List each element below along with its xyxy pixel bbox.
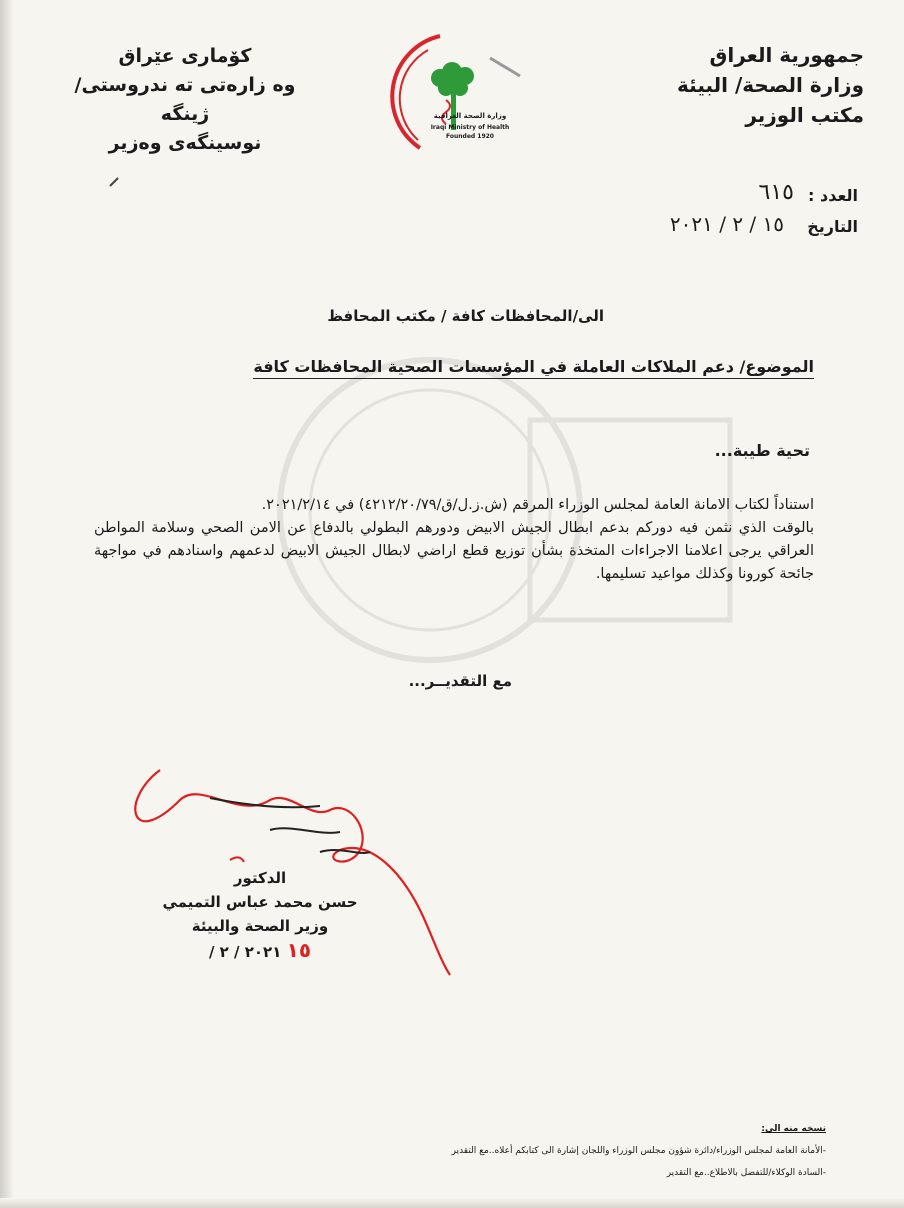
header-right-line: مكتب الوزير xyxy=(745,103,864,127)
signatory-name: حسن محمد عباس التميمي xyxy=(162,893,358,911)
ref-number-label: العدد : xyxy=(808,186,858,205)
greeting: تحية طيبة... xyxy=(714,441,810,460)
paper-edge-bottom xyxy=(0,1198,904,1208)
copies-title: نسخه منه الى: xyxy=(761,1124,826,1134)
date-label: التاريخ xyxy=(807,217,858,236)
header-right-line: وزارة الصحة/ البيئة xyxy=(677,73,864,97)
copies-list xyxy=(452,1118,826,1184)
body-paragraph: استناداً لكتاب الامانة العامة لمجلس الوزراء المرقم (ش.ز.ل/ق/٤٢١٢/٢٠/٧٩) في ٢٠٢١/٢/١٤. xyxy=(261,497,814,513)
closing-regards: مع التقديــر... xyxy=(408,672,512,690)
signatory-title: الدكتور xyxy=(233,869,287,887)
signature-date xyxy=(160,938,360,964)
date-value: ١٥ / ٢ / ٢٠٢١ xyxy=(669,212,784,236)
ref-number-value: ٦١٥ xyxy=(758,180,794,205)
header-left-line: وه زارەتى تە ندروستى/ ژینگه xyxy=(74,74,296,125)
header-left-line: كۆمارى عێراق xyxy=(118,45,252,67)
signature-date-day: ١٥ xyxy=(286,938,312,962)
signature-date-rest: ٢٠٢١ / ٢ / xyxy=(208,943,282,961)
ministry-logo-icon xyxy=(380,28,530,160)
copies-item: -السادة الوكلاء/للتفضل بالاطلاع..مع التقدير xyxy=(666,1168,826,1178)
header-left xyxy=(60,42,310,158)
logo-english-name: Iraqi Ministry of Health xyxy=(430,124,510,131)
signature-block xyxy=(160,866,360,964)
header-right xyxy=(677,40,864,130)
signatory-position: وزير الصحة والبيئة xyxy=(191,917,329,935)
copies-item: -الأمانة العامة لمجلس الوزراء/دائرة شؤون مجلس الوزراء واللجان إشارة الى كتابكم أعلاه..مع التقدير xyxy=(451,1146,826,1156)
scan-mark-icon xyxy=(108,176,120,188)
letter-body xyxy=(94,494,814,586)
header-right-line: جمهورية العراق xyxy=(709,43,864,67)
logo-founded: Founded 1920 xyxy=(446,133,494,140)
body-paragraph: بالوقت الذي نثمن فيه دوركم بدعم ابطال الجيش الابيض ودورهم البطولي بالدفاع عن الامن الصحي وسلامة المواطن العراقي يرجى اعلامنا الاجراءات المتخذة بشأن توزيع قطع اراضي لابطال الجيش الابيض لدعمهم واسنادهم في مواجهة جائحة كورونا وكذلك مواعيد تسليمها. xyxy=(94,520,814,582)
addressee: الى/المحافظات كافة / مكتب المحافظ xyxy=(327,307,604,325)
subject-line: الموضوع/ دعم الملاكات العاملة في المؤسسات الصحية المحافظات كافة xyxy=(253,357,814,379)
header-left-line: نوسینگەی وەزیر xyxy=(108,132,262,154)
logo-arabic-name: وزارة الصحة العراقية xyxy=(433,112,507,120)
paper-edge-left xyxy=(0,0,14,1208)
